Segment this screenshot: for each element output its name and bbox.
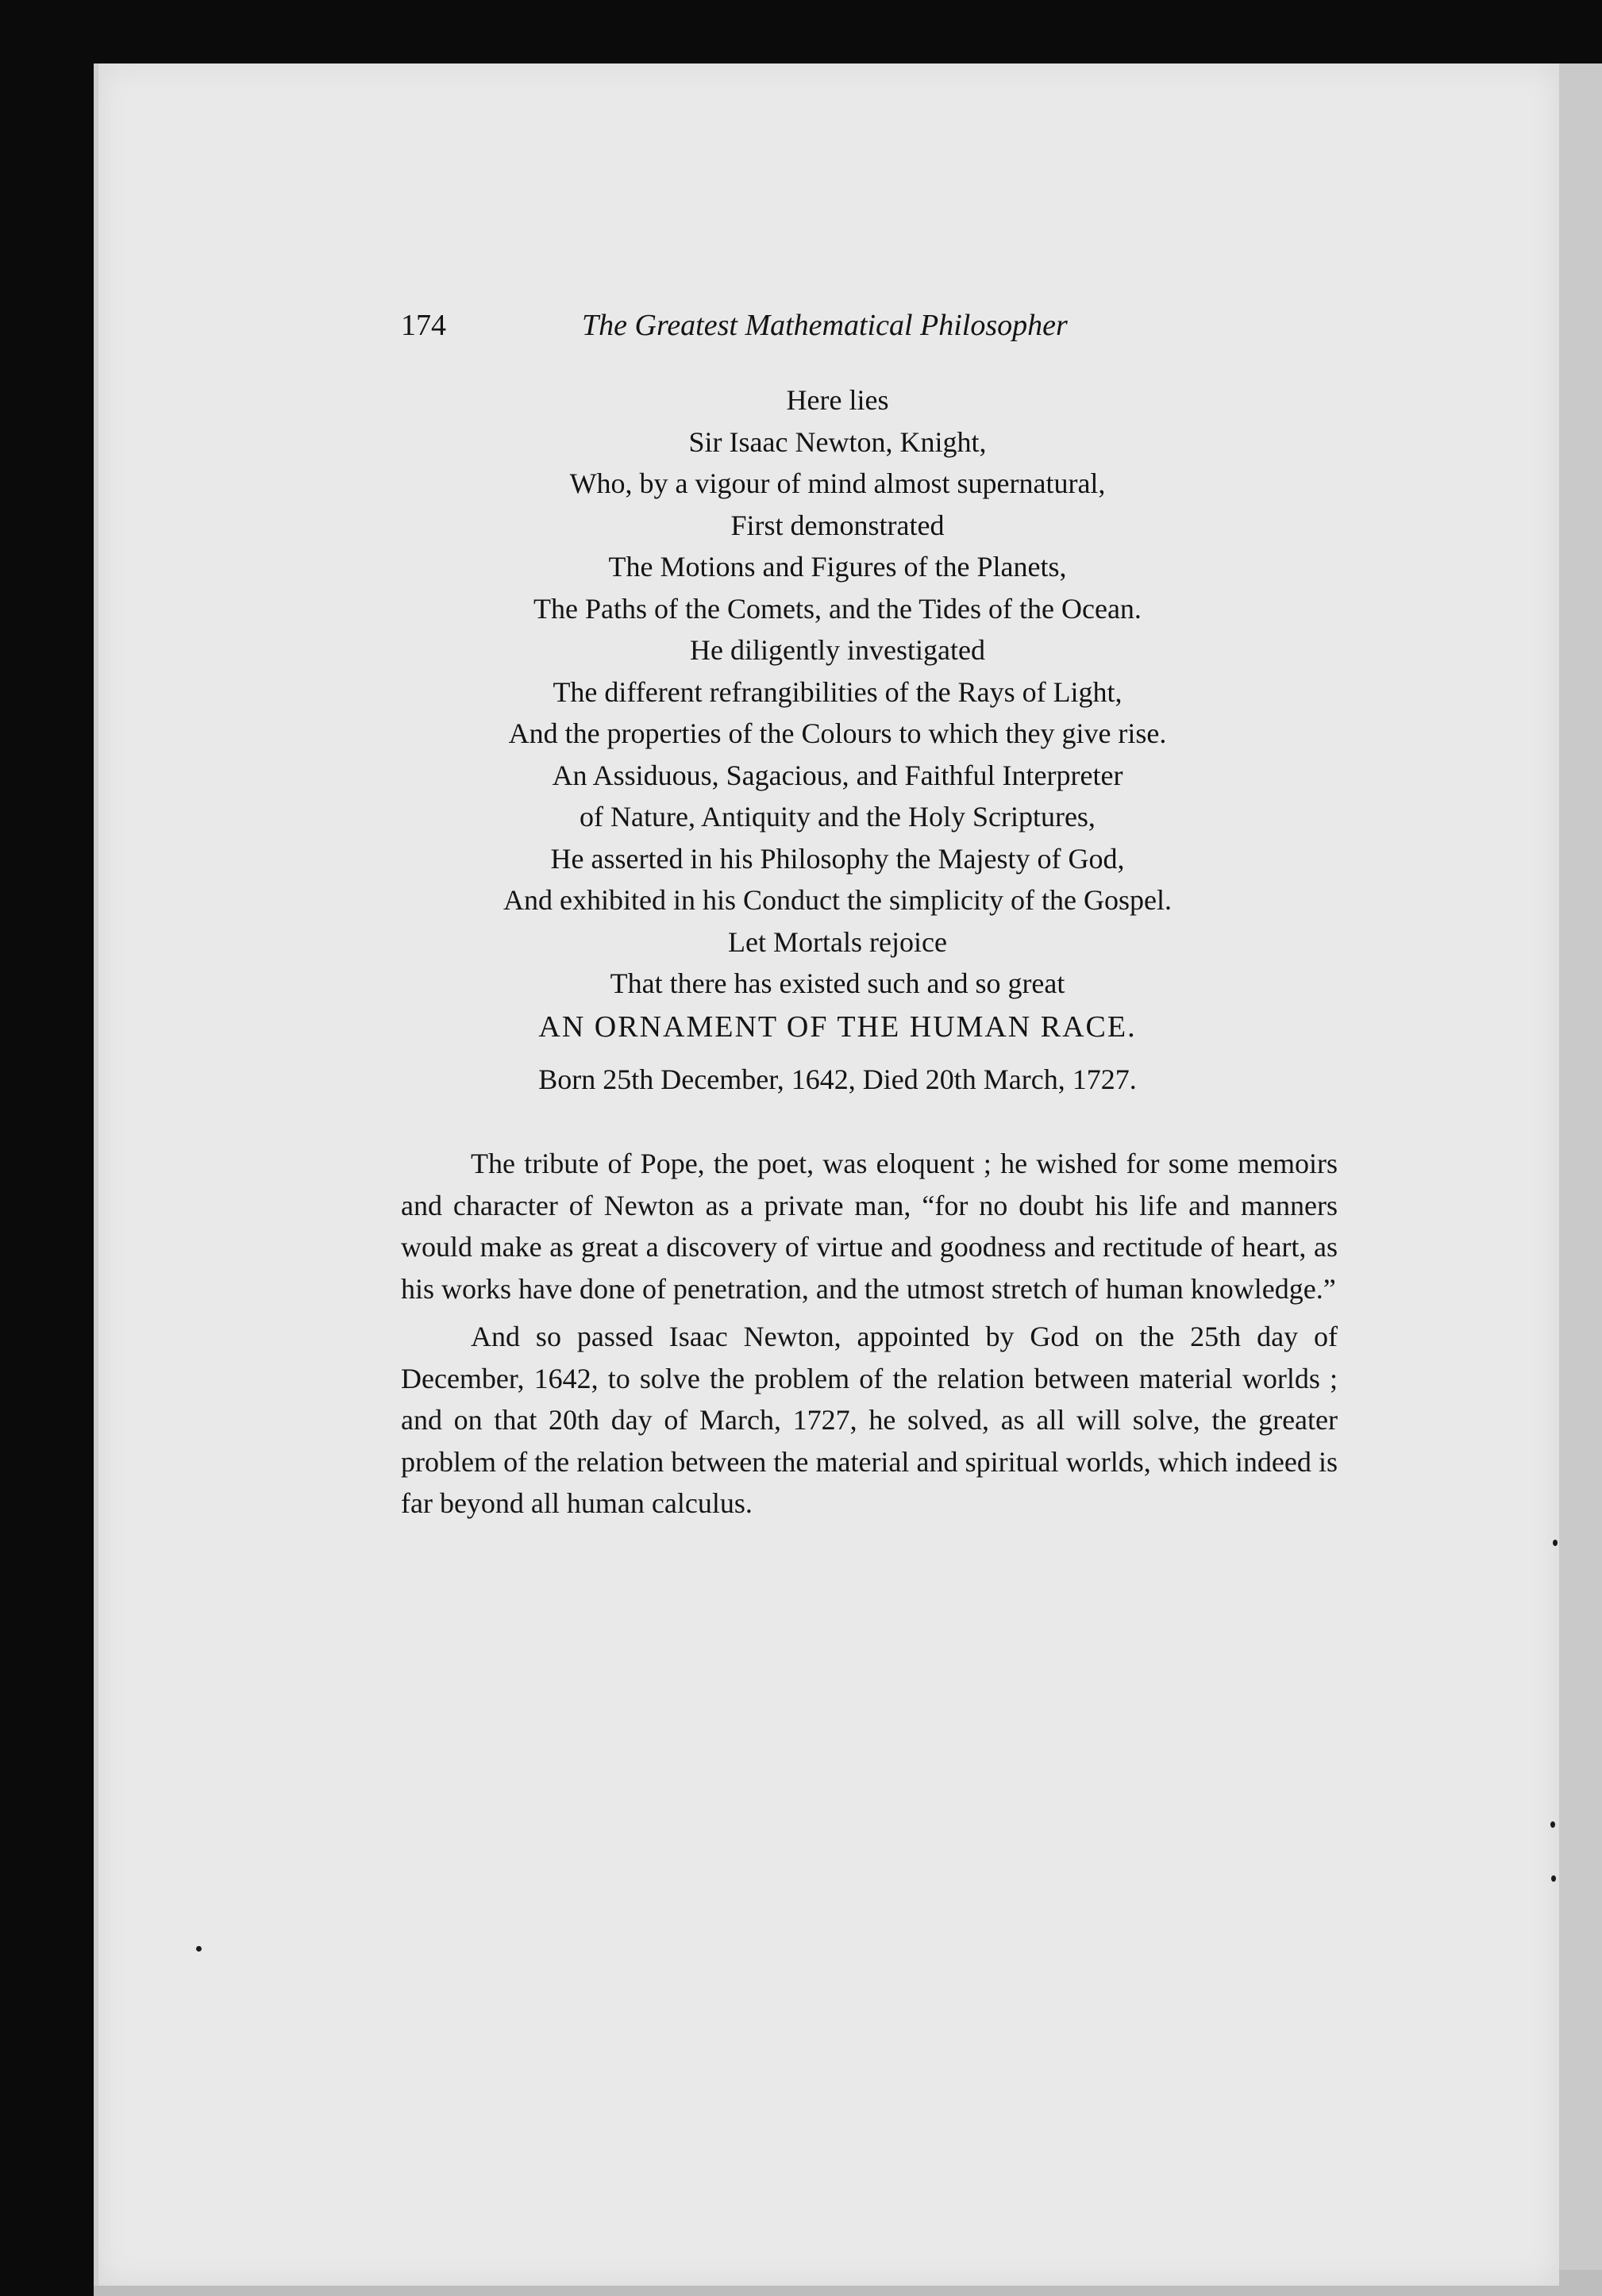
epitaph-line: That there has existed such and so great xyxy=(610,967,1065,999)
body-text xyxy=(401,1143,1338,1531)
epitaph-line: He asserted in his Philosophy the Majesty of God, xyxy=(550,842,1125,875)
scan-speck xyxy=(1551,1875,1556,1882)
scan-speck xyxy=(196,1946,202,1952)
epitaph-dates: Born 25th December, 1642, Died 20th March, 1727. xyxy=(538,1063,1137,1095)
epitaph-line: of Nature, Antiquity and the Holy Scriptures, xyxy=(580,801,1096,833)
epitaph-line: The Paths of the Comets, and the Tides of the Ocean. xyxy=(533,592,1142,625)
running-head xyxy=(401,308,1147,352)
epitaph-line: Let Mortals rejoice xyxy=(728,925,947,958)
epitaph-line: Sir Isaac Newton, Knight, xyxy=(688,425,987,458)
facing-page-edge xyxy=(1554,63,1602,2296)
epitaph-ornament-line: AN ORNAMENT OF THE HUMAN RACE. xyxy=(538,1010,1137,1044)
scan-speck xyxy=(1553,1540,1558,1546)
epitaph-line: And the properties of the Colours to which they give rise. xyxy=(508,717,1167,749)
running-title: The Greatest Mathematical Philosopher xyxy=(582,309,1068,342)
scan-speck xyxy=(1550,1821,1555,1828)
epitaph-line: He diligently investigated xyxy=(690,634,985,666)
paragraph-newton-passing: And so passed Isaac Newton, appointed by God on the 25th day of December, 1642, to solve the problem of the relation between material worlds ; and on that 20th day of March, 1727, he solved, as all will solve, the greater problem of the relation between the material and spiritual worlds, which indeed is far beyond all human calculus. xyxy=(401,1321,1338,1519)
epitaph-line: First demonstrated xyxy=(730,509,945,541)
page-number: 174 xyxy=(401,309,446,342)
epitaph-line: And exhibited in his Conduct the simplicity of the Gospel. xyxy=(503,884,1172,916)
epitaph-line: The Motions and Figures of the Planets, xyxy=(608,551,1067,583)
epitaph-line: The different refrangibilities of the Rays of Light, xyxy=(553,675,1123,708)
epitaph-line: Who, by a vigour of mind almost supernatural, xyxy=(569,467,1106,499)
epitaph-line: Here lies xyxy=(786,384,889,416)
paragraph-pope-tribute: The tribute of Pope, the poet, was eloquent ; he wished for some memoirs and character of Newton as a private man, “for no doubt his life and manners would make as great a discovery of virtue and goodness and rectitude of heart, as his works have done of penetration, and the utmost stretch of human knowledge.” xyxy=(401,1148,1338,1305)
epitaph-inscription xyxy=(401,379,1274,1100)
epitaph-line: An Assiduous, Sagacious, and Faithful Interpreter xyxy=(552,759,1123,791)
